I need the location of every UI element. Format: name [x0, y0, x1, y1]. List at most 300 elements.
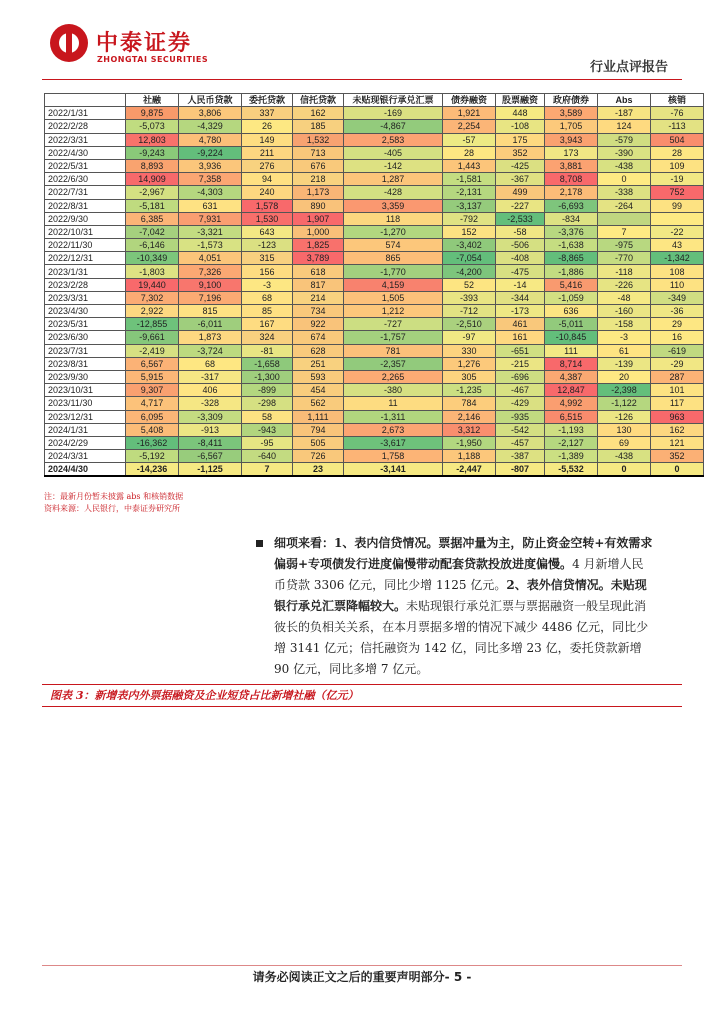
table-cell: 2,583	[344, 133, 443, 146]
row-date: 2023/10/31	[45, 384, 126, 397]
table-cell: -5,181	[126, 199, 179, 212]
table-cell: -913	[179, 423, 242, 436]
paragraph-bold-2: 2、表外信贷情况。未贴现银行承兑汇票降幅较大。	[274, 578, 647, 613]
table-cell: -2,967	[126, 186, 179, 199]
table-cell: 149	[242, 133, 293, 146]
column-header: 核销	[651, 94, 704, 107]
table-cell: 1,505	[344, 291, 443, 304]
table-cell: -6,011	[179, 318, 242, 331]
table-row	[45, 107, 704, 120]
table-cell: -2,533	[496, 212, 545, 225]
table-row	[45, 344, 704, 357]
table-cell: -7,054	[443, 252, 496, 265]
footer-divider	[42, 965, 682, 966]
table-cell: 781	[344, 344, 443, 357]
table-row	[45, 436, 704, 449]
table-cell: -2,131	[443, 186, 496, 199]
table-row	[45, 199, 704, 212]
table-cell: -975	[598, 239, 651, 252]
social-financing-table	[44, 93, 704, 477]
table-cell: 12,847	[545, 384, 598, 397]
table-cell: -1,573	[179, 239, 242, 252]
table-cell: -3,724	[179, 344, 242, 357]
table-cell: 161	[496, 331, 545, 344]
row-date: 2023/8/31	[45, 357, 126, 370]
table-cell: -3,321	[179, 225, 242, 238]
table-cell: -712	[443, 305, 496, 318]
table-cell: -2,127	[545, 436, 598, 449]
table-cell: 1,907	[293, 212, 344, 225]
table-row	[45, 384, 704, 397]
row-date: 2022/7/31	[45, 186, 126, 199]
table-cell: -405	[344, 146, 443, 159]
row-date: 2022/1/31	[45, 107, 126, 120]
table-cell: 305	[443, 370, 496, 383]
table-cell: 4,387	[545, 370, 598, 383]
table-cell: -457	[496, 436, 545, 449]
table-cell: -367	[496, 173, 545, 186]
table-cell: -9,661	[126, 331, 179, 344]
table-cell: -1,803	[126, 265, 179, 278]
table-cell: 574	[344, 239, 443, 252]
table-row	[45, 159, 704, 172]
table-cell: 2,178	[545, 186, 598, 199]
table-cell: -338	[598, 186, 651, 199]
table-cell: -2,419	[126, 344, 179, 357]
table-cell: -58	[496, 225, 545, 238]
table-cell: -475	[496, 265, 545, 278]
bullet-icon	[256, 540, 263, 547]
table-cell: 19,440	[126, 278, 179, 291]
row-date: 2022/3/31	[45, 133, 126, 146]
table-cell: 162	[293, 107, 344, 120]
table-cell: 1,188	[443, 450, 496, 463]
table-cell: -12,855	[126, 318, 179, 331]
table-cell: -1,658	[242, 357, 293, 370]
table-cell	[598, 212, 651, 225]
table-cell: -2,398	[598, 384, 651, 397]
table-cell: 117	[651, 397, 704, 410]
column-header: 人民币贷款	[179, 94, 242, 107]
table-row	[45, 133, 704, 146]
table-cell: 124	[598, 120, 651, 133]
table-cell: 130	[598, 423, 651, 436]
row-date: 2022/2/28	[45, 120, 126, 133]
table-cell: 1,111	[293, 410, 344, 423]
table-cell: 3,806	[179, 107, 242, 120]
table-cell: 108	[651, 265, 704, 278]
table-cell: -619	[651, 344, 704, 357]
table-cell: -3,141	[344, 463, 443, 477]
column-header: 股票融资	[496, 94, 545, 107]
table-cell: -1,389	[545, 450, 598, 463]
table-cell: -6,693	[545, 199, 598, 212]
table-cell: 7	[598, 225, 651, 238]
table-cell: 1,873	[179, 331, 242, 344]
row-date: 2023/1/31	[45, 265, 126, 278]
table-row	[45, 146, 704, 159]
table-cell: 8,714	[545, 357, 598, 370]
row-date: 2022/6/30	[45, 173, 126, 186]
table-cell: 6,515	[545, 410, 598, 423]
column-header: 委托贷款	[242, 94, 293, 107]
table-cell: 5,408	[126, 423, 179, 436]
paragraph-text-2: 未贴现银行承兑汇票与票据融资一般呈现此消彼长的负相关关系，在本月票据多增的情况下减少 4486 亿元，同比少增 3141 亿元；信托融资为 142 亿，同比多增 23 亿，委托贷款新增 90 亿元，同比多增 7 亿元。	[274, 599, 649, 676]
table-cell: -390	[598, 146, 651, 159]
table-cell: -770	[598, 252, 651, 265]
table-row	[45, 450, 704, 463]
table-cell: 2,265	[344, 370, 443, 383]
table-cell: -14	[496, 278, 545, 291]
table-cell: 28	[651, 146, 704, 159]
table-cell: -380	[344, 384, 443, 397]
figure-bottom-divider	[42, 706, 682, 707]
table-cell: 963	[651, 410, 704, 423]
table-cell: 20	[598, 370, 651, 383]
table-cell: -349	[651, 291, 704, 304]
table-cell: 505	[293, 436, 344, 449]
table-cell: 167	[242, 318, 293, 331]
table-cell: -123	[242, 239, 293, 252]
table-row	[45, 397, 704, 410]
table-cell: 5,416	[545, 278, 598, 291]
table-cell: -118	[598, 265, 651, 278]
table-cell: -1,235	[443, 384, 496, 397]
table-cell: -160	[598, 305, 651, 318]
table-cell: -1,638	[545, 239, 598, 252]
table-cell: -187	[598, 107, 651, 120]
row-date: 2023/3/31	[45, 291, 126, 304]
table-cell: -834	[545, 212, 598, 225]
table-cell: 109	[651, 159, 704, 172]
table-cell: 8,708	[545, 173, 598, 186]
table-cell: -22	[651, 225, 704, 238]
table-cell: -3,137	[443, 199, 496, 212]
table-cell: 337	[242, 107, 293, 120]
table-cell: 628	[293, 344, 344, 357]
table-cell: -506	[496, 239, 545, 252]
table-cell: 352	[496, 146, 545, 159]
table-cell: -76	[651, 107, 704, 120]
table-cell: -4,329	[179, 120, 242, 133]
table-cell: -81	[242, 344, 293, 357]
row-date: 2022/5/31	[45, 159, 126, 172]
table-row	[45, 278, 704, 291]
row-date: 2022/8/31	[45, 199, 126, 212]
table-cell: 68	[179, 357, 242, 370]
table-cell: -5,011	[545, 318, 598, 331]
column-header: 未贴现银行承兑汇票	[344, 94, 443, 107]
row-date: 2024/4/30	[45, 463, 126, 477]
table-cell: 7,931	[179, 212, 242, 225]
table-cell: -579	[598, 133, 651, 146]
row-date: 2022/9/30	[45, 212, 126, 225]
table-cell: -1,300	[242, 370, 293, 383]
table-cell: 4,717	[126, 397, 179, 410]
table-cell: 0	[598, 173, 651, 186]
table-cell: -16,362	[126, 436, 179, 449]
table-cell: 499	[496, 186, 545, 199]
report-type-label: 行业点评报告	[589, 60, 668, 75]
table-cell: 4,780	[179, 133, 242, 146]
table-cell: 406	[179, 384, 242, 397]
logo-english-name: ZHONGTAI SECURITIES	[97, 55, 209, 64]
table-cell: 185	[293, 120, 344, 133]
table-cell: -1,342	[651, 252, 704, 265]
table-cell: 324	[242, 331, 293, 344]
table-cell: -651	[496, 344, 545, 357]
table-cell: 287	[651, 370, 704, 383]
column-header: 债券融资	[443, 94, 496, 107]
table-cell: -387	[496, 450, 545, 463]
table-cell: 69	[598, 436, 651, 449]
table-cell: 61	[598, 344, 651, 357]
table-row	[45, 463, 704, 477]
table-cell: -2,510	[443, 318, 496, 331]
table-cell: -113	[651, 120, 704, 133]
company-logo	[50, 24, 240, 70]
table-cell: -5,073	[126, 120, 179, 133]
table-cell: 631	[179, 199, 242, 212]
logo-chinese-name: 中泰证券	[96, 31, 193, 56]
table-cell: 3,312	[443, 423, 496, 436]
table-cell: -298	[242, 397, 293, 410]
table-cell: 3,589	[545, 107, 598, 120]
table-cell: 3,943	[545, 133, 598, 146]
table-cell: -438	[598, 450, 651, 463]
table-cell: 7	[242, 463, 293, 477]
table-row	[45, 265, 704, 278]
column-header: Abs	[598, 94, 651, 107]
table-cell: -173	[496, 305, 545, 318]
table-cell: -328	[179, 397, 242, 410]
table-cell: 11	[344, 397, 443, 410]
table-cell: -1,581	[443, 173, 496, 186]
table-cell: 156	[242, 265, 293, 278]
table-cell: 68	[242, 291, 293, 304]
table-cell: 636	[545, 305, 598, 318]
table-cell: 5,915	[126, 370, 179, 383]
table-cell: -4,867	[344, 120, 443, 133]
column-header	[45, 94, 126, 107]
table-source: 资料来源：人民银行，中泰证券研究所	[44, 504, 180, 513]
table-cell: 3,359	[344, 199, 443, 212]
table-cell: 175	[496, 133, 545, 146]
table-cell: -1,757	[344, 331, 443, 344]
table-cell: -428	[344, 186, 443, 199]
table-cell: 461	[496, 318, 545, 331]
footer-disclaimer: 请务必阅读正文之后的重要声明部分	[252, 970, 445, 984]
table-cell: 2,922	[126, 305, 179, 318]
table-cell: 1,276	[443, 357, 496, 370]
table-row	[45, 212, 704, 225]
table-cell: 562	[293, 397, 344, 410]
column-header: 政府债券	[545, 94, 598, 107]
table-cell: 276	[242, 159, 293, 172]
table-row	[45, 331, 704, 344]
table-cell: 9,307	[126, 384, 179, 397]
table-cell: 1,578	[242, 199, 293, 212]
table-cell: 922	[293, 318, 344, 331]
table-cell: 118	[344, 212, 443, 225]
column-header: 社融	[126, 94, 179, 107]
table-cell: 330	[443, 344, 496, 357]
row-date: 2022/10/31	[45, 225, 126, 238]
table-cell: 643	[242, 225, 293, 238]
row-date: 2024/2/29	[45, 436, 126, 449]
table-cell: 28	[443, 146, 496, 159]
row-date: 2024/1/31	[45, 423, 126, 436]
table-cell: 752	[651, 186, 704, 199]
table-cell: -226	[598, 278, 651, 291]
row-date: 2023/9/30	[45, 370, 126, 383]
table-cell: 23	[293, 463, 344, 477]
table-cell: -425	[496, 159, 545, 172]
table-cell: -429	[496, 397, 545, 410]
table-cell: -2,447	[443, 463, 496, 477]
table-cell: 618	[293, 265, 344, 278]
row-date: 2023/2/28	[45, 278, 126, 291]
table-cell: 448	[496, 107, 545, 120]
table-cell: -126	[598, 410, 651, 423]
table-cell: -10,845	[545, 331, 598, 344]
table-cell: 2,254	[443, 120, 496, 133]
table-cell: -139	[598, 357, 651, 370]
table-cell: 2,673	[344, 423, 443, 436]
table-cell: 43	[651, 239, 704, 252]
row-date: 2023/7/31	[45, 344, 126, 357]
table-note: 注：最新月份暂未披露 abs 和核销数据	[44, 492, 184, 501]
table-cell: 504	[651, 133, 704, 146]
table-body	[45, 107, 704, 477]
table-cell: 26	[242, 120, 293, 133]
table-cell: 3,789	[293, 252, 344, 265]
table-cell: 7,196	[179, 291, 242, 304]
table-cell: 865	[344, 252, 443, 265]
table-cell: 1,000	[293, 225, 344, 238]
table-cell: 454	[293, 384, 344, 397]
table-cell: 784	[443, 397, 496, 410]
table-cell: 794	[293, 423, 344, 436]
table-cell: -640	[242, 450, 293, 463]
table-cell: -2,357	[344, 357, 443, 370]
row-date: 2022/4/30	[45, 146, 126, 159]
table-cell: 9,875	[126, 107, 179, 120]
table-cell: 111	[545, 344, 598, 357]
table-cell: -4,303	[179, 186, 242, 199]
table-cell: -8,411	[179, 436, 242, 449]
row-date: 2023/11/30	[45, 397, 126, 410]
table-cell: 7,326	[179, 265, 242, 278]
table-cell: 9,100	[179, 278, 242, 291]
table-cell: 12,803	[126, 133, 179, 146]
analysis-paragraph	[274, 533, 654, 680]
table-cell: 8,893	[126, 159, 179, 172]
table-cell: -3,617	[344, 436, 443, 449]
table-cell: -1,886	[545, 265, 598, 278]
table-cell: -95	[242, 436, 293, 449]
table-cell: -6,567	[179, 450, 242, 463]
table-cell: -4,200	[443, 265, 496, 278]
table-cell: -899	[242, 384, 293, 397]
table-cell: -1,311	[344, 410, 443, 423]
table-cell: -264	[598, 199, 651, 212]
row-date: 2022/12/31	[45, 252, 126, 265]
table-cell: 4,159	[344, 278, 443, 291]
table-cell: -1,770	[344, 265, 443, 278]
table-cell: 593	[293, 370, 344, 383]
table-cell: -36	[651, 305, 704, 318]
row-date: 2023/12/31	[45, 410, 126, 423]
table-cell: 713	[293, 146, 344, 159]
table-cell: -6,146	[126, 239, 179, 252]
table-cell: -1,950	[443, 436, 496, 449]
table-cell: -438	[598, 159, 651, 172]
table-cell: 7,302	[126, 291, 179, 304]
table-cell: -215	[496, 357, 545, 370]
table-cell: 16	[651, 331, 704, 344]
table-cell: -542	[496, 423, 545, 436]
table-cell: 162	[651, 423, 704, 436]
table-cell: 94	[242, 173, 293, 186]
table-cell: 110	[651, 278, 704, 291]
table-cell: 1,921	[443, 107, 496, 120]
table-cell: -9,224	[179, 146, 242, 159]
table-cell: -1,270	[344, 225, 443, 238]
table-cell: 1,705	[545, 120, 598, 133]
table-cell: -29	[651, 357, 704, 370]
row-date: 2023/6/30	[45, 331, 126, 344]
table-cell: -3,402	[443, 239, 496, 252]
table-cell: -1,122	[598, 397, 651, 410]
table-row	[45, 357, 704, 370]
table-cell: 6,567	[126, 357, 179, 370]
table-cell: 99	[651, 199, 704, 212]
table-cell: 2,146	[443, 410, 496, 423]
table-cell: 214	[293, 291, 344, 304]
table-cell: -5,192	[126, 450, 179, 463]
table-cell	[651, 212, 704, 225]
table-cell: 315	[242, 252, 293, 265]
table-cell: 3,881	[545, 159, 598, 172]
table-cell: -344	[496, 291, 545, 304]
table-cell: 1,443	[443, 159, 496, 172]
column-header: 信托贷款	[293, 94, 344, 107]
table-cell: -158	[598, 318, 651, 331]
table-row	[45, 410, 704, 423]
paragraph-text-1: 4 月新增人民币贷款 3306 亿元，同比少增 1125 亿元。	[274, 557, 644, 592]
table-cell: 14,909	[126, 173, 179, 186]
table-cell: 0	[598, 463, 651, 477]
row-date: 2022/11/30	[45, 239, 126, 252]
table-cell: 726	[293, 450, 344, 463]
table-cell: 3,936	[179, 159, 242, 172]
table-cell: -393	[443, 291, 496, 304]
table-cell: 4,051	[179, 252, 242, 265]
table-cell: 29	[651, 318, 704, 331]
table-cell: -317	[179, 370, 242, 383]
table-row	[45, 423, 704, 436]
table-cell: 734	[293, 305, 344, 318]
table-row	[45, 291, 704, 304]
table-cell: 1,287	[344, 173, 443, 186]
table-cell: -3,309	[179, 410, 242, 423]
table-row	[45, 252, 704, 265]
table-cell: 6,385	[126, 212, 179, 225]
table-cell: 1,212	[344, 305, 443, 318]
paragraph-bold-1: 细项来看：1、表内信贷情况。票据冲量为主，防止资金空转+有效需求偏弱+专项债发行进度偏慢带动配套贷款投放进度偏慢。	[274, 536, 653, 571]
table-cell: -792	[443, 212, 496, 225]
